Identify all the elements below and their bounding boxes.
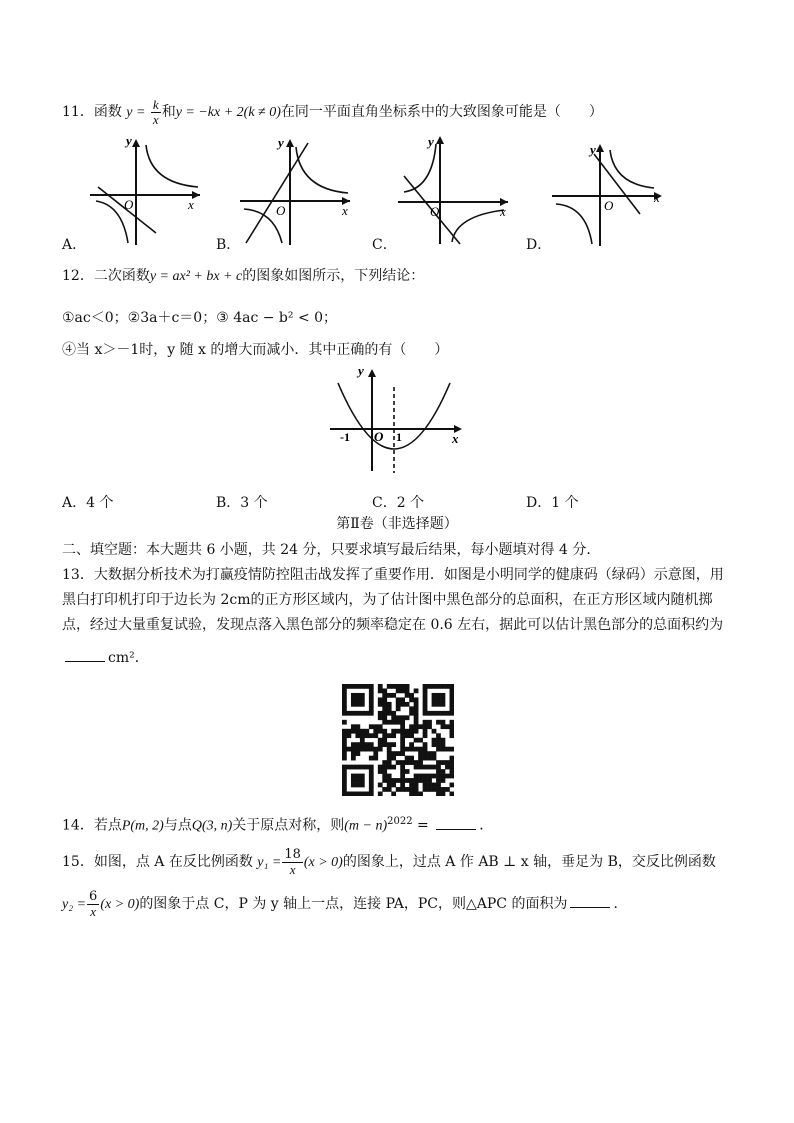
q13-line-3: 点，经过大量重复试验，发现点落入黑色部分的频率稳定在 0.6 左右，据此可以估计黑色部分的总面积约为	[62, 617, 724, 633]
q11d-y-label: y	[590, 142, 596, 157]
q13-line-2: 黑白打印机打印于边长为 2cm的正方形区域内，为了估计图中黑色部分的总面积，在正方形区域内随机掷	[62, 592, 713, 608]
q11-option-a[interactable]: A．	[62, 237, 87, 253]
q13-answer-blank[interactable]	[65, 660, 105, 662]
q11d-origin: O	[604, 198, 614, 213]
q12-option-b[interactable]: B．3 个	[216, 495, 268, 511]
q12-option-c[interactable]: C．2 个	[372, 495, 425, 511]
q12-stem: 12．二次函数y = ax² + bx + c的图象如图所示，下列结论：	[62, 268, 425, 284]
q12-tick-left: -1	[340, 430, 350, 444]
q11-fraction: $\frac{k}{x}$	[152, 97, 159, 127]
q15-answer-blank[interactable]	[570, 906, 610, 908]
q12-origin: O	[374, 429, 384, 444]
q12-y-label: y	[358, 365, 364, 378]
q11-option-d[interactable]: D．	[526, 237, 552, 253]
q11-graph-b	[238, 135, 358, 247]
q12-tick-right: 1	[396, 430, 402, 444]
q11b-x-label: x	[342, 203, 348, 218]
q11-graph-a	[88, 135, 208, 247]
q14-answer-blank[interactable]	[436, 828, 476, 830]
q15-line-1: 15．如图，点 A 在反比例函数 y₁ = $\frac{18}{x}$ (x > 0)的图象上，过点 A 作 AB ⊥ x 轴，垂足为 B，交反比例函数	[62, 847, 716, 877]
q11-option-c[interactable]: C．	[372, 237, 397, 253]
q12-option-d[interactable]: D．1 个	[526, 495, 579, 511]
q13-line-1: 13．大数据分析技术为打赢疫情防控阻击战发挥了重要作用．如图是小明同学的健康码（绿码）示意图，用	[62, 567, 724, 583]
q15-line-2: y₂ = $\frac{6}{x}$ (x > 0)的图象于点 C，P 为 y 轴上一点，连接 PA，PC，则△APC 的面积为 ．	[62, 889, 628, 919]
q13-answer-line: cm²．	[62, 650, 149, 667]
q11c-y-label: y	[428, 134, 434, 149]
q11a-x-label: x	[188, 197, 194, 212]
q12-conclusions-1: ①ac＜0；②3a＋c＝0；③ 4ac − b² < 0；	[62, 310, 338, 326]
q11-option-b[interactable]: B．	[216, 237, 241, 253]
qr-code-image	[342, 684, 454, 796]
q11-graph-c	[396, 132, 516, 247]
q11a-origin: O	[124, 197, 134, 212]
q11c-x-label: x	[500, 204, 506, 219]
q11a-y-label: y	[126, 135, 132, 148]
q11b-origin: O	[276, 203, 286, 218]
q11b-y-label: y	[278, 135, 284, 150]
q12-graph	[328, 365, 468, 475]
q14-stem: 14．若点P(m, 2)与点Q(3, n)关于原点对称，则$(m - n)^{2022}$ = ．	[62, 816, 494, 834]
q11c-origin: O	[430, 204, 440, 219]
q11-stem: 11．函数 y = $\frac{k}{x}$ 和y = −kx + 2(k ≠ 0)在同一平面直角坐标系中的大致图象可能是（ ）	[62, 97, 603, 127]
q11d-x-label: x	[654, 190, 660, 205]
section-title: 第Ⅱ卷（非选择题）	[336, 516, 458, 532]
q11-graph-d	[550, 140, 668, 248]
q12-conclusions-2: ④当 x＞－1时，y 随 x 的增大而减小．其中正确的有（ ）	[62, 342, 449, 358]
q12-x-label: x	[452, 431, 459, 446]
q12-option-a[interactable]: A．4 个	[62, 495, 114, 511]
section-instruction: 二、填空题：本大题共 6 小题，共 24 分，只要求填写最后结果，每小题填对得 4 分．	[62, 542, 601, 558]
